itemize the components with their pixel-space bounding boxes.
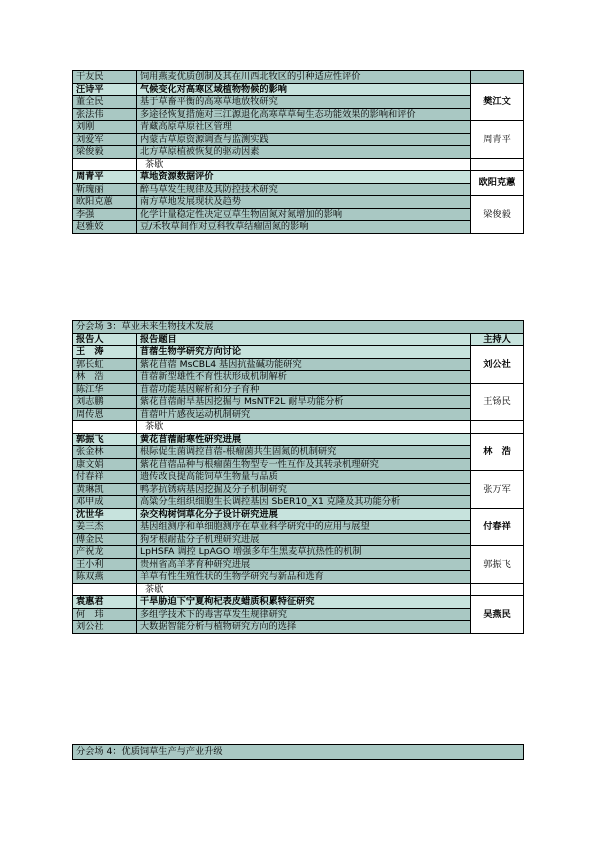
session-title: 分会场 4：优质饲草生产与产业升级 (73, 745, 524, 760)
speaker-name: 袁惠君 (73, 596, 137, 609)
session-title: 分会场 3：草业未来生物技术发展 (73, 321, 524, 334)
table-row (73, 433, 524, 446)
speaker-name: 郭长虹 (73, 358, 137, 371)
talk-title: 紫花苜蓿品种与根瘤菌生物型专一性互作及其转录机理研究 (137, 458, 471, 471)
table-row (73, 121, 524, 134)
host-name: 付春祥 (471, 508, 524, 546)
speaker-name: 康文娟 (73, 458, 137, 471)
table-row (73, 571, 524, 584)
talk-title: 醉马草发生规律及其防控技术研究 (137, 183, 471, 196)
talk-title: 干旱胁迫下宁夏枸杞表皮蜡质积累特征研究 (137, 596, 471, 609)
speaker-name: 刘公社 (73, 621, 137, 634)
table-row (73, 608, 524, 621)
talk-title: 狗牙根耐盐分子机理研究进展 (137, 533, 471, 546)
talk-title: 气候变化对高寒区域植物物候的影响 (137, 83, 471, 96)
speaker-name: 黄琳凯 (73, 483, 137, 496)
table-row (73, 108, 524, 121)
table-row (73, 208, 524, 221)
speaker-name: 董全民 (73, 96, 137, 109)
talk-title: 饲用燕麦优质创制及其在川西北牧区的引种适应性评价 (137, 71, 471, 84)
tea-break-label: 茶歇 (137, 158, 471, 171)
talk-title: 北方草原植被恢复的驱动因素 (137, 146, 471, 159)
header-title: 报告题目 (137, 333, 471, 346)
speaker-name: 欧阳克蕙 (73, 196, 137, 209)
table-row (73, 346, 524, 359)
host-name: 吴燕民 (471, 596, 524, 634)
table-row (73, 521, 524, 534)
speaker-name: 傅金民 (73, 533, 137, 546)
speaker-name: 靳瑰丽 (73, 183, 137, 196)
host-name: 王钖民 (471, 383, 524, 421)
header-speaker: 报告人 (73, 333, 137, 346)
speaker-name: 周传恩 (73, 408, 137, 421)
talk-title: 草地资源数据评价 (137, 171, 471, 184)
table-row (73, 358, 524, 371)
talk-title: 紫花苜蓿耐旱基因挖掘与 MsNTF2L 耐旱功能分析 (137, 396, 471, 409)
speaker-name: 李强 (73, 208, 137, 221)
speaker-name: 汪诗平 (73, 83, 137, 96)
talk-title: 基因组测序和单细胞测序在草业科学研究中的应用与展望 (137, 521, 471, 534)
speaker-name: 林 浩 (73, 371, 137, 384)
table-row (73, 71, 524, 84)
tea-break-row (73, 421, 524, 434)
table-row (73, 383, 524, 396)
speaker-name: 沈世华 (73, 508, 137, 521)
table-row (73, 533, 524, 546)
talk-title: 多途径恢复措施对三江源退化高寒草草甸生态功能效果的影响和评价 (137, 108, 471, 121)
host-cell (471, 71, 524, 84)
talk-title: 根际促生菌调控苜蓿-根瘤菌共生固氮的机制研究 (137, 446, 471, 459)
table-row (73, 508, 524, 521)
talk-title: 多组学技术下的毒害草发生规律研究 (137, 608, 471, 621)
talk-title: 青藏高原草原社区管理 (137, 121, 471, 134)
host-name: 林 浩 (471, 433, 524, 471)
talk-title: 鸭茅抗锈病基因挖掘及分子机制研究 (137, 483, 471, 496)
speaker-name: 王 涛 (73, 346, 137, 359)
table-row (73, 396, 524, 409)
table-row (73, 621, 524, 634)
host-name: 郭振飞 (471, 546, 524, 584)
table-row (73, 83, 524, 96)
speaker-name: 刘刚 (73, 121, 137, 134)
speaker-name: 邓甲成 (73, 496, 137, 509)
speaker-name: 郭振飞 (73, 433, 137, 446)
host-name: 樊江文 (471, 83, 524, 121)
talk-title: 羊草有性生殖性状的生物学研究与新品和选育 (137, 571, 471, 584)
table-row (73, 183, 524, 196)
host-name: 梁俊毅 (471, 196, 524, 234)
host-name: 欧阳克蕙 (471, 171, 524, 196)
table-row (73, 496, 524, 509)
table-row (73, 221, 524, 234)
speaker-name: 王小利 (73, 558, 137, 571)
talk-title: 苜蓿生物学研究方向讨论 (137, 346, 471, 359)
speaker-name: 梁俊毅 (73, 146, 137, 159)
talk-title: 贵州省高羊茅育种研究进展 (137, 558, 471, 571)
talk-title: 豆/禾牧草间作对豆科牧草结瘤固氮的影响 (137, 221, 471, 234)
header-row (73, 333, 524, 346)
speaker-name: 刘志鹏 (73, 396, 137, 409)
tea-break-label: 茶歇 (137, 421, 471, 434)
talk-title: 大数据智能分析与植物研究方向的选择 (137, 621, 471, 634)
talk-title: 苜蓿新型雄性不育性状形成机制解析 (137, 371, 471, 384)
speaker-name: 张金林 (73, 446, 137, 459)
session-4-table (72, 744, 524, 760)
speaker-name: 产祝龙 (73, 546, 137, 559)
talk-title: 高粱分生组织细胞生长调控基因 SbER10_X1 克隆及其功能分析 (137, 496, 471, 509)
speaker-name: 陈双燕 (73, 571, 137, 584)
tea-break-row (73, 158, 524, 171)
speaker-name: 干友民 (73, 71, 137, 84)
talk-title: 基于草畜平衡的高寒草地放牧研究 (137, 96, 471, 109)
talk-title: 杂交构树饲草化分子设计研究进展 (137, 508, 471, 521)
table-row (73, 133, 524, 146)
table-row (73, 196, 524, 209)
speaker-name: 何 玮 (73, 608, 137, 621)
host-name: 刘公社 (471, 346, 524, 384)
table-row (73, 371, 524, 384)
host-name: 周青平 (471, 121, 524, 159)
speaker-name: 周青平 (73, 171, 137, 184)
table-row (73, 446, 524, 459)
session-title-row (73, 321, 524, 334)
talk-title: 化学计量稳定性决定豆草生物固氮对氮增加的影响 (137, 208, 471, 221)
speaker-name: 张法伟 (73, 108, 137, 121)
speaker-name: 姜三杰 (73, 521, 137, 534)
table-row (73, 546, 524, 559)
table-row (73, 471, 524, 484)
table-row (73, 558, 524, 571)
talk-title: 南方草地发展现状及趋势 (137, 196, 471, 209)
table-row (73, 96, 524, 109)
table-row (73, 596, 524, 609)
talk-title: LpHSFA 调控 LpAGO 增强多年生黑麦草抗热性的机制 (137, 546, 471, 559)
table-row (73, 146, 524, 159)
speaker-name: 付春祥 (73, 471, 137, 484)
talk-title: 遗传改良提高能饲草生物量与品质 (137, 471, 471, 484)
talk-title: 黄花苜蓿耐寒性研究进展 (137, 433, 471, 446)
talk-title: 苜蓿功能基因解析和分子育种 (137, 383, 471, 396)
speaker-name: 赵雅姣 (73, 221, 137, 234)
talk-title: 紫花苜蓿 MsCBL4 基因抗盐碱功能研究 (137, 358, 471, 371)
table-row (73, 171, 524, 184)
host-name: 张万军 (471, 471, 524, 509)
talk-title: 内蒙古草原资源调查与监测实践 (137, 133, 471, 146)
tea-break-label: 茶歇 (137, 583, 471, 596)
speaker-name: 陈江华 (73, 383, 137, 396)
table-row (73, 483, 524, 496)
header-host: 主持人 (471, 333, 524, 346)
talk-title: 苜蓿叶片感夜运动机制研究 (137, 408, 471, 421)
session-2-table (72, 70, 524, 234)
speaker-name: 刘爱军 (73, 133, 137, 146)
table-row (73, 408, 524, 421)
session-3-table (72, 320, 524, 634)
table-row (73, 458, 524, 471)
tea-break-row (73, 583, 524, 596)
session-title-row (73, 745, 524, 760)
